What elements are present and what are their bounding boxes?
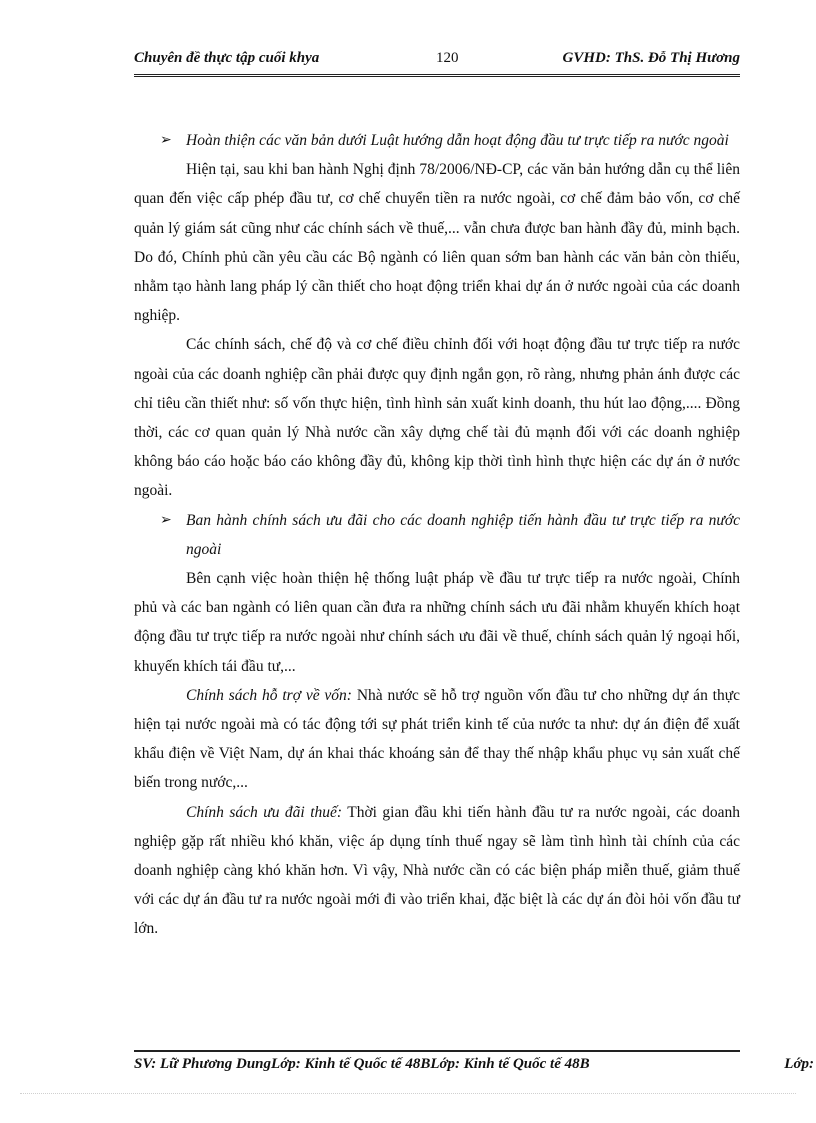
paragraph: Hiện tại, sau khi ban hành Nghị định 78/2006/NĐ-CP, các văn bản hướng dẫn cụ thể liên quan đến việc cấp phép đầu tư, cơ chế chuyển tiền ra nước ngoài, cơ chế đảm bảo vốn, cơ chế quản lý giám sát cũng như các chính sách về thuế,... vẫn chưa được ban hành đầy đủ, minh bạch. Do đó, Chính phủ cần yêu cầu các Bộ ngành có liên quan sớm ban hành các văn bản còn thiếu, nhằm tạo hành lang pháp lý cần thiết cho hoạt động triển khai dự án ở nước ngoài của các doanh nghiệp. xyxy=(134,161,740,325)
paragraph xyxy=(134,798,740,944)
paragraph-lead: Chính sách hỗ trợ về vốn: xyxy=(186,686,352,704)
header-title: Chuyên đề thực tập cuối khya xyxy=(134,50,320,66)
paragraph-text: Thời gian đầu khi tiến hành đầu tư ra nước ngoài, các doanh nghiệp gặp rất nhiều khó khăn, việc áp dụng tính thuế ngay sẽ làm tình hình tài chính của các doanh nghiệp càng khó khăn hơn. Vì vậy, Nhà nước cần có các biện pháp miễn thuế, giảm thuế với các dự án đầu tư ra nước ngoài mới đi vào triển khai, đặc biệt là các dự án đòi hỏi vốn đầu tư lớn. xyxy=(134,803,740,938)
paragraph xyxy=(134,681,740,798)
paragraph-text: Nhà nước sẽ hỗ trợ nguồn vốn đầu tư cho những dự án thực hiện tại nước ngoài mà có tác động tới sự phát triển kinh tế của nước ta như: dự án điện để xuất khẩu điện về Việt Nam, dự án khai thác khoáng sản để thay thế nhập khẩu phục vụ sản xuất chế biến trong nước,... xyxy=(134,686,741,792)
page-number: 120 xyxy=(436,50,459,66)
footer-class: Lớp: xyxy=(784,1056,814,1072)
footer-rule xyxy=(134,1050,740,1052)
page-boundary xyxy=(20,1093,796,1094)
bullet-item xyxy=(134,126,740,155)
document-body xyxy=(134,126,740,944)
arrow-bullet-icon: ➢ xyxy=(160,133,172,148)
arrow-bullet-icon: ➢ xyxy=(160,512,172,528)
bullet-item xyxy=(134,506,740,564)
paragraph: Bên cạnh việc hoàn thiện hệ thống luật pháp về đầu tư trực tiếp ra nước ngoài, Chính phủ và các ban ngành có liên quan cần đưa ra những chính sách ưu đãi nhằm khuyến khích hoạt động đầu tư trực tiếp ra nước ngoài như chính sách ưu đãi về thuế, chính sách quản lý ngoại hối, khuyến khích tái đầu tư,... xyxy=(134,570,740,675)
header-supervisor: GVHD: ThS. Đỗ Thị Hương xyxy=(562,50,740,66)
footer-student: SV: Lữ Phương DungLớp: Kinh tế Quốc tế 48BLớp: Kinh tế Quốc tế 48B xyxy=(134,1056,590,1072)
paragraph: Các chính sách, chế độ và cơ chế điều chỉnh đối với hoạt động đầu tư trực tiếp ra nước ngoài của các doanh nghiệp cần phải được quy định ngắn gọn, rõ ràng, nhưng phản ánh được các chỉ tiêu cần thiết như: số vốn thực hiện, tình hình sản xuất kinh doanh, thu hút lao động,.... Đồng thời, các cơ quan quản lý Nhà nước cần xây dựng chế tài đủ mạnh đối với các doanh nghiệp không báo cáo hoặc báo cáo không đầy đủ, không kịp thời tình hình thực hiện các dự án ở nước ngoài. xyxy=(134,336,740,500)
page-footer xyxy=(134,1054,814,1078)
bullet-text: Ban hành chính sách ưu đãi cho các doanh nghiệp tiến hành đầu tư trực tiếp ra nước ngoài xyxy=(186,511,740,558)
bullet-text: Hoàn thiện các văn bản dưới Luật hướng dẫn hoạt động đầu tư trực tiếp ra nước ngoài xyxy=(186,132,729,149)
header-rule xyxy=(134,74,740,77)
paragraph-lead: Chính sách ưu đãi thuế: xyxy=(186,803,343,821)
page-header xyxy=(134,48,740,72)
